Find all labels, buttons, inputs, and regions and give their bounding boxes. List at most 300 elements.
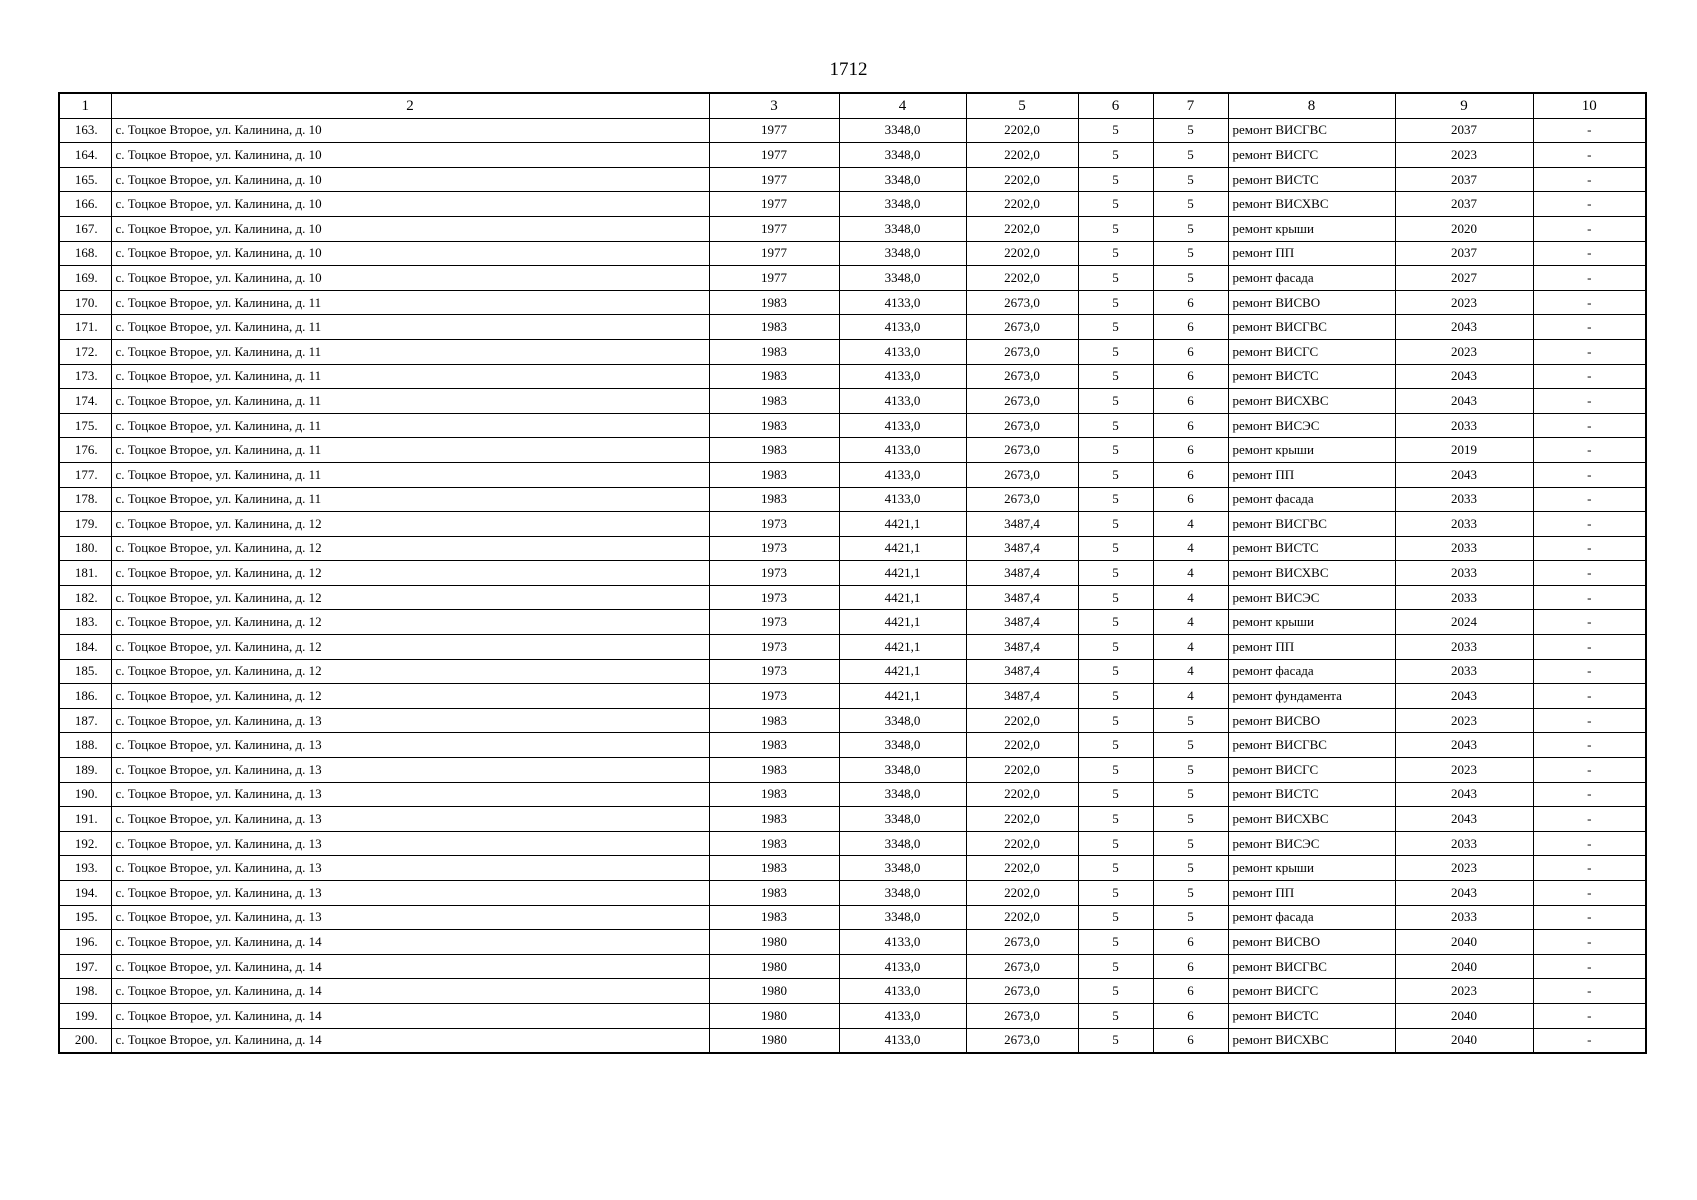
planned-year-cell: 2033	[1395, 585, 1533, 610]
entrances-cell: 4	[1153, 635, 1228, 660]
work-type-cell: ремонт фундамента	[1228, 684, 1395, 709]
floors-cell: 5	[1078, 610, 1153, 635]
table-row	[59, 118, 1646, 143]
planned-year-cell: 2023	[1395, 856, 1533, 881]
note-cell: -	[1533, 487, 1646, 512]
work-type-cell: ремонт ВИСГС	[1228, 339, 1395, 364]
living-area-cell: 2202,0	[966, 733, 1078, 758]
year-built-cell: 1983	[709, 708, 839, 733]
repair-schedule-table	[58, 92, 1647, 1054]
note-cell: -	[1533, 659, 1646, 684]
address-cell: с. Тоцкое Второе, ул. Калинина, д. 12	[111, 536, 709, 561]
living-area-cell: 3487,4	[966, 610, 1078, 635]
work-type-cell: ремонт крыши	[1228, 216, 1395, 241]
year-built-cell: 1977	[709, 167, 839, 192]
living-area-cell: 2202,0	[966, 118, 1078, 143]
living-area-cell: 2202,0	[966, 856, 1078, 881]
column-header: 8	[1228, 93, 1395, 118]
address-cell: с. Тоцкое Второе, ул. Калинина, д. 10	[111, 143, 709, 168]
table-row	[59, 241, 1646, 266]
floors-cell: 5	[1078, 930, 1153, 955]
work-type-cell: ремонт ВИСХВС	[1228, 192, 1395, 217]
planned-year-cell: 2023	[1395, 339, 1533, 364]
year-built-cell: 1973	[709, 635, 839, 660]
note-cell: -	[1533, 881, 1646, 906]
entrances-cell: 5	[1153, 905, 1228, 930]
living-area-cell: 2202,0	[966, 266, 1078, 291]
note-cell: -	[1533, 290, 1646, 315]
floors-cell: 5	[1078, 758, 1153, 783]
entrances-cell: 5	[1153, 881, 1228, 906]
planned-year-cell: 2033	[1395, 487, 1533, 512]
living-area-cell: 2202,0	[966, 905, 1078, 930]
floors-cell: 5	[1078, 364, 1153, 389]
note-cell: -	[1533, 831, 1646, 856]
living-area-cell: 2673,0	[966, 438, 1078, 463]
planned-year-cell: 2043	[1395, 462, 1533, 487]
total-area-cell: 4133,0	[839, 462, 966, 487]
year-built-cell: 1977	[709, 266, 839, 291]
entrances-cell: 5	[1153, 831, 1228, 856]
note-cell: -	[1533, 782, 1646, 807]
year-built-cell: 1977	[709, 118, 839, 143]
table-row	[59, 364, 1646, 389]
living-area-cell: 2673,0	[966, 1028, 1078, 1053]
table-row	[59, 979, 1646, 1004]
row-number-cell: 183.	[59, 610, 111, 635]
living-area-cell: 2673,0	[966, 413, 1078, 438]
year-built-cell: 1983	[709, 807, 839, 832]
living-area-cell: 2673,0	[966, 339, 1078, 364]
work-type-cell: ремонт ПП	[1228, 635, 1395, 660]
work-type-cell: ремонт ВИСГС	[1228, 979, 1395, 1004]
planned-year-cell: 2040	[1395, 930, 1533, 955]
note-cell: -	[1533, 635, 1646, 660]
address-cell: с. Тоцкое Второе, ул. Калинина, д. 11	[111, 462, 709, 487]
planned-year-cell: 2043	[1395, 684, 1533, 709]
header-row	[59, 93, 1646, 118]
total-area-cell: 3348,0	[839, 807, 966, 832]
total-area-cell: 3348,0	[839, 216, 966, 241]
living-area-cell: 2673,0	[966, 487, 1078, 512]
note-cell: -	[1533, 118, 1646, 143]
row-number-cell: 179.	[59, 512, 111, 537]
note-cell: -	[1533, 585, 1646, 610]
total-area-cell: 4421,1	[839, 585, 966, 610]
row-number-cell: 199.	[59, 1003, 111, 1028]
table-row	[59, 610, 1646, 635]
living-area-cell: 2673,0	[966, 979, 1078, 1004]
total-area-cell: 3348,0	[839, 758, 966, 783]
living-area-cell: 2673,0	[966, 315, 1078, 340]
row-number-cell: 166.	[59, 192, 111, 217]
address-cell: с. Тоцкое Второе, ул. Калинина, д. 11	[111, 315, 709, 340]
year-built-cell: 1983	[709, 413, 839, 438]
table-row	[59, 438, 1646, 463]
planned-year-cell: 2023	[1395, 290, 1533, 315]
address-cell: с. Тоцкое Второе, ул. Калинина, д. 12	[111, 610, 709, 635]
total-area-cell: 4421,1	[839, 561, 966, 586]
living-area-cell: 2202,0	[966, 167, 1078, 192]
total-area-cell: 4133,0	[839, 438, 966, 463]
entrances-cell: 6	[1153, 487, 1228, 512]
note-cell: -	[1533, 339, 1646, 364]
row-number-cell: 185.	[59, 659, 111, 684]
planned-year-cell: 2023	[1395, 979, 1533, 1004]
year-built-cell: 1977	[709, 216, 839, 241]
floors-cell: 5	[1078, 856, 1153, 881]
address-cell: с. Тоцкое Второе, ул. Калинина, д. 12	[111, 659, 709, 684]
total-area-cell: 3348,0	[839, 143, 966, 168]
address-cell: с. Тоцкое Второе, ул. Калинина, д. 13	[111, 758, 709, 783]
floors-cell: 5	[1078, 389, 1153, 414]
living-area-cell: 2202,0	[966, 241, 1078, 266]
year-built-cell: 1983	[709, 758, 839, 783]
planned-year-cell: 2040	[1395, 1028, 1533, 1053]
table-row	[59, 561, 1646, 586]
row-number-cell: 190.	[59, 782, 111, 807]
note-cell: -	[1533, 167, 1646, 192]
floors-cell: 5	[1078, 241, 1153, 266]
row-number-cell: 196.	[59, 930, 111, 955]
table-row	[59, 266, 1646, 291]
table-row	[59, 856, 1646, 881]
floors-cell: 5	[1078, 585, 1153, 610]
floors-cell: 5	[1078, 512, 1153, 537]
total-area-cell: 4133,0	[839, 339, 966, 364]
note-cell: -	[1533, 389, 1646, 414]
address-cell: с. Тоцкое Второе, ул. Калинина, д. 11	[111, 438, 709, 463]
work-type-cell: ремонт фасада	[1228, 659, 1395, 684]
planned-year-cell: 2020	[1395, 216, 1533, 241]
total-area-cell: 4421,1	[839, 610, 966, 635]
address-cell: с. Тоцкое Второе, ул. Калинина, д. 13	[111, 856, 709, 881]
column-header: 5	[966, 93, 1078, 118]
row-number-cell: 198.	[59, 979, 111, 1004]
address-cell: с. Тоцкое Второе, ул. Калинина, д. 12	[111, 684, 709, 709]
total-area-cell: 4133,0	[839, 1003, 966, 1028]
column-header: 6	[1078, 93, 1153, 118]
living-area-cell: 2673,0	[966, 364, 1078, 389]
floors-cell: 5	[1078, 954, 1153, 979]
row-number-cell: 194.	[59, 881, 111, 906]
table-row	[59, 413, 1646, 438]
floors-cell: 5	[1078, 192, 1153, 217]
living-area-cell: 2673,0	[966, 1003, 1078, 1028]
row-number-cell: 175.	[59, 413, 111, 438]
work-type-cell: ремонт ПП	[1228, 881, 1395, 906]
table-row	[59, 807, 1646, 832]
address-cell: с. Тоцкое Второе, ул. Калинина, д. 11	[111, 339, 709, 364]
address-cell: с. Тоцкое Второе, ул. Калинина, д. 10	[111, 192, 709, 217]
entrances-cell: 4	[1153, 512, 1228, 537]
page-number: 1712	[829, 59, 868, 80]
work-type-cell: ремонт ВИСГС	[1228, 758, 1395, 783]
row-number-cell: 177.	[59, 462, 111, 487]
table-row	[59, 831, 1646, 856]
work-type-cell: ремонт ВИСХВС	[1228, 807, 1395, 832]
entrances-cell: 4	[1153, 536, 1228, 561]
column-header: 3	[709, 93, 839, 118]
entrances-cell: 5	[1153, 216, 1228, 241]
total-area-cell: 3348,0	[839, 192, 966, 217]
work-type-cell: ремонт ВИСЭС	[1228, 585, 1395, 610]
total-area-cell: 3348,0	[839, 167, 966, 192]
table-row	[59, 881, 1646, 906]
table-row	[59, 192, 1646, 217]
address-cell: с. Тоцкое Второе, ул. Калинина, д. 12	[111, 512, 709, 537]
floors-cell: 5	[1078, 536, 1153, 561]
note-cell: -	[1533, 364, 1646, 389]
floors-cell: 5	[1078, 561, 1153, 586]
entrances-cell: 6	[1153, 462, 1228, 487]
planned-year-cell: 2023	[1395, 708, 1533, 733]
total-area-cell: 3348,0	[839, 241, 966, 266]
row-number-cell: 187.	[59, 708, 111, 733]
floors-cell: 5	[1078, 831, 1153, 856]
year-built-cell: 1983	[709, 487, 839, 512]
note-cell: -	[1533, 979, 1646, 1004]
column-header: 10	[1533, 93, 1646, 118]
year-built-cell: 1983	[709, 315, 839, 340]
floors-cell: 5	[1078, 462, 1153, 487]
entrances-cell: 6	[1153, 1028, 1228, 1053]
entrances-cell: 5	[1153, 708, 1228, 733]
note-cell: -	[1533, 684, 1646, 709]
work-type-cell: ремонт ВИСВО	[1228, 930, 1395, 955]
total-area-cell: 4133,0	[839, 290, 966, 315]
year-built-cell: 1973	[709, 512, 839, 537]
planned-year-cell: 2027	[1395, 266, 1533, 291]
table-row	[59, 487, 1646, 512]
row-number-cell: 174.	[59, 389, 111, 414]
living-area-cell: 2673,0	[966, 462, 1078, 487]
row-number-cell: 176.	[59, 438, 111, 463]
total-area-cell: 3348,0	[839, 831, 966, 856]
address-cell: с. Тоцкое Второе, ул. Калинина, д. 11	[111, 487, 709, 512]
total-area-cell: 4133,0	[839, 389, 966, 414]
year-built-cell: 1973	[709, 659, 839, 684]
entrances-cell: 6	[1153, 339, 1228, 364]
entrances-cell: 5	[1153, 807, 1228, 832]
address-cell: с. Тоцкое Второе, ул. Калинина, д. 11	[111, 389, 709, 414]
address-cell: с. Тоцкое Второе, ул. Калинина, д. 11	[111, 413, 709, 438]
table-row	[59, 659, 1646, 684]
note-cell: -	[1533, 536, 1646, 561]
total-area-cell: 4133,0	[839, 954, 966, 979]
address-cell: с. Тоцкое Второе, ул. Калинина, д. 14	[111, 1003, 709, 1028]
year-built-cell: 1977	[709, 143, 839, 168]
year-built-cell: 1977	[709, 192, 839, 217]
planned-year-cell: 2043	[1395, 807, 1533, 832]
entrances-cell: 5	[1153, 856, 1228, 881]
total-area-cell: 3348,0	[839, 905, 966, 930]
year-built-cell: 1983	[709, 856, 839, 881]
table-row	[59, 733, 1646, 758]
planned-year-cell: 2043	[1395, 364, 1533, 389]
work-type-cell: ремонт ВИСГВС	[1228, 733, 1395, 758]
planned-year-cell: 2019	[1395, 438, 1533, 463]
table-row	[59, 684, 1646, 709]
note-cell: -	[1533, 512, 1646, 537]
work-type-cell: ремонт ВИСГВС	[1228, 118, 1395, 143]
note-cell: -	[1533, 266, 1646, 291]
row-number-cell: 172.	[59, 339, 111, 364]
row-number-cell: 189.	[59, 758, 111, 783]
row-number-cell: 182.	[59, 585, 111, 610]
address-cell: с. Тоцкое Второе, ул. Калинина, д. 14	[111, 1028, 709, 1053]
table-row	[59, 954, 1646, 979]
year-built-cell: 1983	[709, 782, 839, 807]
living-area-cell: 2202,0	[966, 831, 1078, 856]
column-header: 1	[59, 93, 111, 118]
address-cell: с. Тоцкое Второе, ул. Калинина, д. 12	[111, 635, 709, 660]
entrances-cell: 5	[1153, 782, 1228, 807]
total-area-cell: 4421,1	[839, 635, 966, 660]
living-area-cell: 3487,4	[966, 536, 1078, 561]
entrances-cell: 5	[1153, 241, 1228, 266]
address-cell: с. Тоцкое Второе, ул. Калинина, д. 10	[111, 118, 709, 143]
floors-cell: 5	[1078, 733, 1153, 758]
row-number-cell: 167.	[59, 216, 111, 241]
living-area-cell: 3487,4	[966, 684, 1078, 709]
row-number-cell: 171.	[59, 315, 111, 340]
work-type-cell: ремонт ВИСХВС	[1228, 389, 1395, 414]
table-row	[59, 930, 1646, 955]
planned-year-cell: 2023	[1395, 143, 1533, 168]
work-type-cell: ремонт ВИСТС	[1228, 364, 1395, 389]
row-number-cell: 169.	[59, 266, 111, 291]
table-row	[59, 339, 1646, 364]
column-header: 2	[111, 93, 709, 118]
table-row	[59, 758, 1646, 783]
note-cell: -	[1533, 462, 1646, 487]
work-type-cell: ремонт ВИСГВС	[1228, 315, 1395, 340]
total-area-cell: 3348,0	[839, 782, 966, 807]
table-row	[59, 167, 1646, 192]
year-built-cell: 1973	[709, 536, 839, 561]
planned-year-cell: 2033	[1395, 905, 1533, 930]
living-area-cell: 2202,0	[966, 708, 1078, 733]
year-built-cell: 1983	[709, 462, 839, 487]
floors-cell: 5	[1078, 216, 1153, 241]
year-built-cell: 1983	[709, 733, 839, 758]
table-row	[59, 143, 1646, 168]
planned-year-cell: 2037	[1395, 118, 1533, 143]
row-number-cell: 192.	[59, 831, 111, 856]
living-area-cell: 2673,0	[966, 954, 1078, 979]
total-area-cell: 4421,1	[839, 536, 966, 561]
living-area-cell: 3487,4	[966, 585, 1078, 610]
year-built-cell: 1973	[709, 610, 839, 635]
work-type-cell: ремонт крыши	[1228, 856, 1395, 881]
total-area-cell: 4421,1	[839, 684, 966, 709]
address-cell: с. Тоцкое Второе, ул. Калинина, д. 14	[111, 954, 709, 979]
note-cell: -	[1533, 241, 1646, 266]
year-built-cell: 1983	[709, 364, 839, 389]
entrances-cell: 6	[1153, 979, 1228, 1004]
row-number-cell: 200.	[59, 1028, 111, 1053]
living-area-cell: 3487,4	[966, 561, 1078, 586]
row-number-cell: 168.	[59, 241, 111, 266]
year-built-cell: 1983	[709, 290, 839, 315]
work-type-cell: ремонт крыши	[1228, 438, 1395, 463]
floors-cell: 5	[1078, 266, 1153, 291]
floors-cell: 5	[1078, 290, 1153, 315]
year-built-cell: 1980	[709, 930, 839, 955]
planned-year-cell: 2043	[1395, 389, 1533, 414]
living-area-cell: 2202,0	[966, 782, 1078, 807]
note-cell: -	[1533, 1003, 1646, 1028]
entrances-cell: 5	[1153, 143, 1228, 168]
entrances-cell: 6	[1153, 364, 1228, 389]
entrances-cell: 5	[1153, 733, 1228, 758]
address-cell: с. Тоцкое Второе, ул. Калинина, д. 13	[111, 831, 709, 856]
work-type-cell: ремонт фасада	[1228, 487, 1395, 512]
work-type-cell: ремонт фасада	[1228, 905, 1395, 930]
planned-year-cell: 2033	[1395, 536, 1533, 561]
work-type-cell: ремонт ВИСВО	[1228, 290, 1395, 315]
table-row	[59, 585, 1646, 610]
planned-year-cell: 2037	[1395, 167, 1533, 192]
address-cell: с. Тоцкое Второе, ул. Калинина, д. 13	[111, 708, 709, 733]
row-number-cell: 178.	[59, 487, 111, 512]
entrances-cell: 6	[1153, 1003, 1228, 1028]
note-cell: -	[1533, 143, 1646, 168]
table-row	[59, 1003, 1646, 1028]
work-type-cell: ремонт ВИСТС	[1228, 1003, 1395, 1028]
table-row	[59, 290, 1646, 315]
entrances-cell: 5	[1153, 192, 1228, 217]
entrances-cell: 6	[1153, 930, 1228, 955]
table-row	[59, 536, 1646, 561]
row-number-cell: 170.	[59, 290, 111, 315]
work-type-cell: ремонт ВИСТС	[1228, 167, 1395, 192]
row-number-cell: 193.	[59, 856, 111, 881]
year-built-cell: 1983	[709, 438, 839, 463]
address-cell: с. Тоцкое Второе, ул. Калинина, д. 14	[111, 930, 709, 955]
work-type-cell: ремонт ВИСГС	[1228, 143, 1395, 168]
work-type-cell: ремонт фасада	[1228, 266, 1395, 291]
planned-year-cell: 2043	[1395, 782, 1533, 807]
total-area-cell: 4133,0	[839, 315, 966, 340]
total-area-cell: 3348,0	[839, 266, 966, 291]
year-built-cell: 1973	[709, 561, 839, 586]
year-built-cell: 1973	[709, 585, 839, 610]
work-type-cell: ремонт ПП	[1228, 462, 1395, 487]
total-area-cell: 4421,1	[839, 659, 966, 684]
total-area-cell: 3348,0	[839, 118, 966, 143]
work-type-cell: ремонт ВИСЭС	[1228, 413, 1395, 438]
note-cell: -	[1533, 930, 1646, 955]
note-cell: -	[1533, 315, 1646, 340]
note-cell: -	[1533, 561, 1646, 586]
floors-cell: 5	[1078, 167, 1153, 192]
year-built-cell: 1983	[709, 389, 839, 414]
planned-year-cell: 2033	[1395, 512, 1533, 537]
work-type-cell: ремонт крыши	[1228, 610, 1395, 635]
note-cell: -	[1533, 708, 1646, 733]
address-cell: с. Тоцкое Второе, ул. Калинина, д. 12	[111, 561, 709, 586]
note-cell: -	[1533, 1028, 1646, 1053]
living-area-cell: 2202,0	[966, 881, 1078, 906]
floors-cell: 5	[1078, 487, 1153, 512]
floors-cell: 5	[1078, 143, 1153, 168]
address-cell: с. Тоцкое Второе, ул. Калинина, д. 13	[111, 881, 709, 906]
floors-cell: 5	[1078, 905, 1153, 930]
note-cell: -	[1533, 758, 1646, 783]
living-area-cell: 2202,0	[966, 192, 1078, 217]
